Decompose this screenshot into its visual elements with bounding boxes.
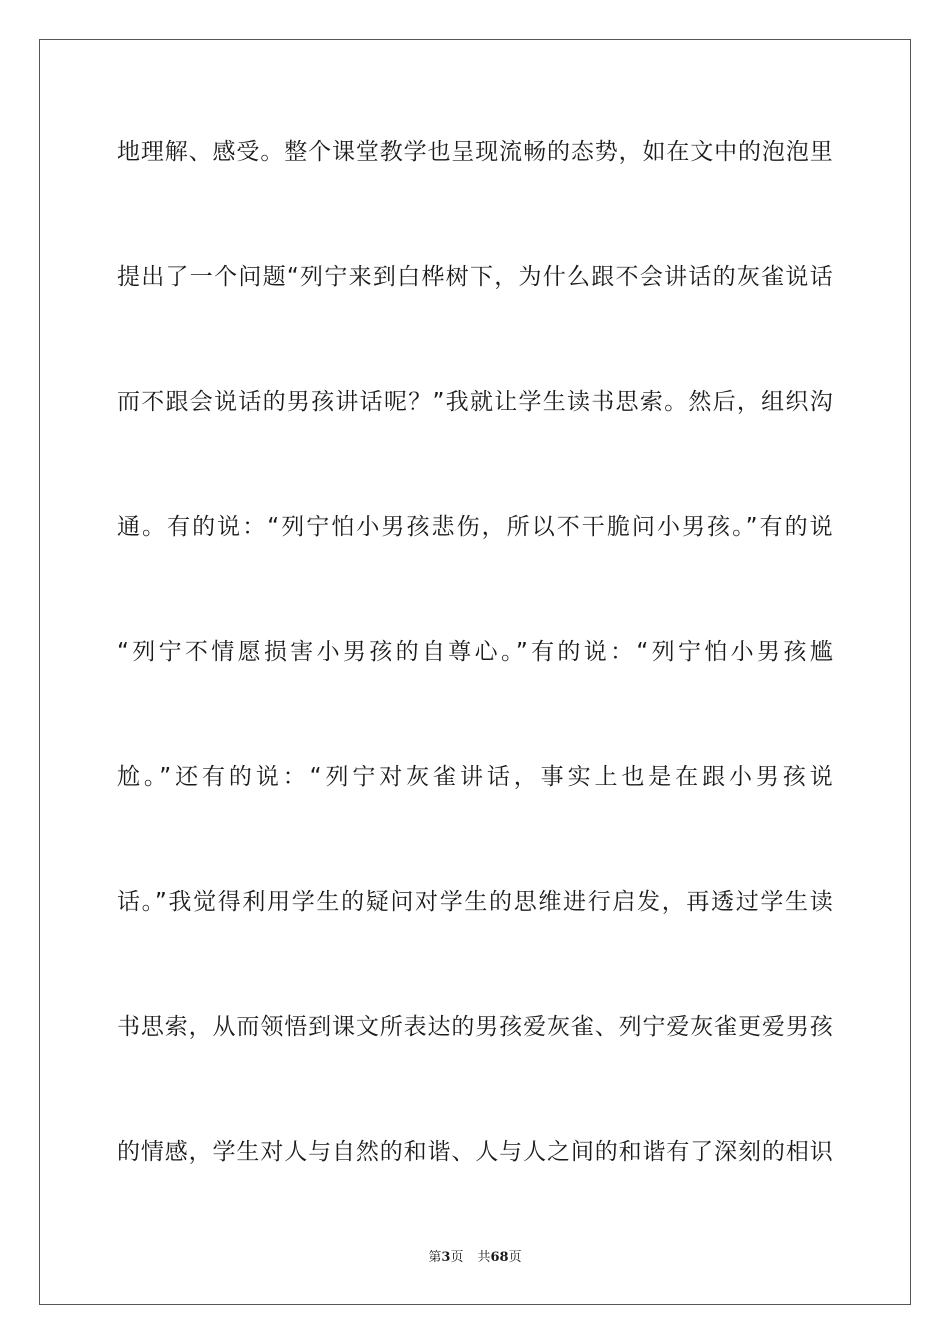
text-line-6: 尬。”还有的说：“列宁对灰雀讲话，事实上也是在跟小男孩说 xyxy=(117,764,833,790)
text-line-2: 提出了一个问题“列宁来到白桦树下，为什么跟不会讲话的灰雀说话 xyxy=(117,264,833,290)
page-footer xyxy=(0,1246,950,1265)
total-pages: 68 xyxy=(490,1250,509,1265)
text-line-4: 通。有的说：“列宁怕小男孩悲伤，所以不干脆问小男孩。”有的说 xyxy=(117,514,833,540)
text-line-3: 而不跟会说话的男孩讲话呢？”我就让学生读书思索。然后，组织沟 xyxy=(117,389,833,415)
total-prefix: 共 xyxy=(477,1250,491,1265)
text-line-7: 话。”我觉得利用学生的疑问对学生的思维进行启发，再透过学生读 xyxy=(117,889,833,915)
document-body xyxy=(117,121,833,1246)
text-line-5: “列宁不情愿损害小男孩的自尊心。”有的说：“列宁怕小男孩尴 xyxy=(117,639,833,665)
text-line-1: 地理解、感受。整个课堂教学也呈现流畅的态势，如在文中的泡泡里 xyxy=(117,139,833,165)
total-suffix: 页 xyxy=(508,1250,522,1265)
text-line-9: 的情感，学生对人与自然的和谐、人与人之间的和谐有了深刻的相识 xyxy=(117,1139,833,1165)
page-prefix: 第 xyxy=(428,1250,442,1265)
text-line-8: 书思索，从而领悟到课文所表达的男孩爱灰雀、列宁爱灰雀更爱男孩 xyxy=(117,1014,833,1040)
page-number: 3 xyxy=(441,1250,451,1265)
page-suffix: 页 xyxy=(450,1250,464,1265)
